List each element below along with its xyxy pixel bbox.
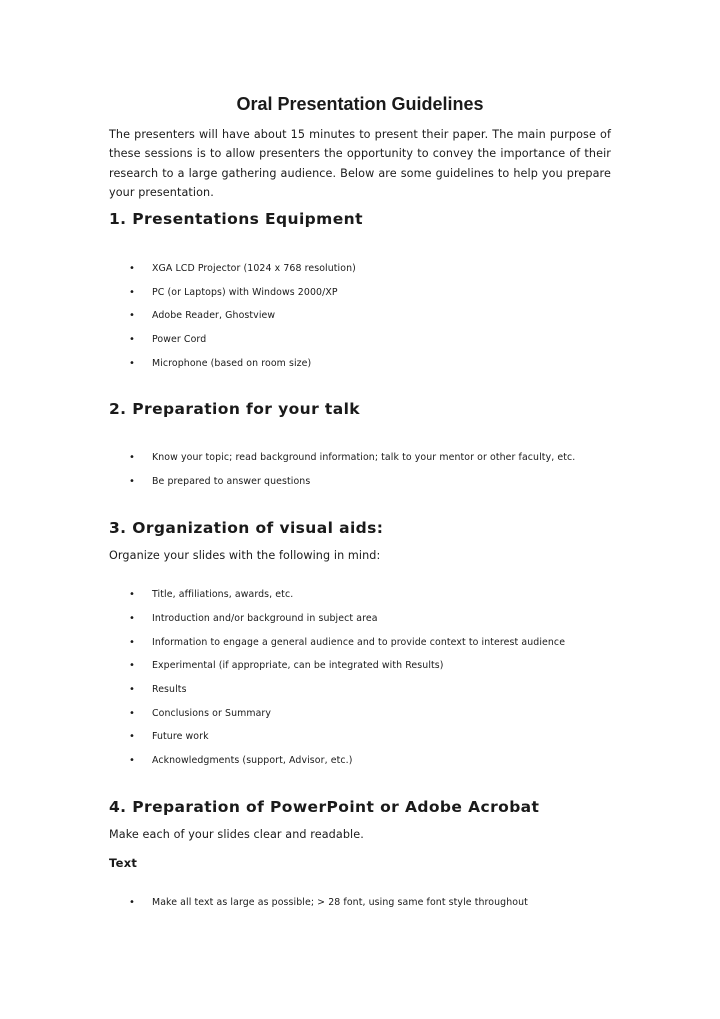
section-heading-visual-aids: 3. Organization of visual aids: bbox=[109, 519, 384, 537]
intro-paragraph: The presenters will have about 15 minutes to present their paper. The main purpose of these sessions is to allow presenters the opportunity to convey the importance of their research to a large gathering audience. Below are some guidelines to help you prepare your presentation. bbox=[109, 128, 611, 199]
section-heading-equipment: 1. Presentations Equipment bbox=[109, 210, 363, 228]
bullet-icon: • bbox=[129, 287, 135, 298]
bullet-icon: • bbox=[129, 310, 135, 321]
bullet-icon: • bbox=[129, 637, 135, 648]
document-page: Oral Presentation Guidelines The presenters will have about 15 minutes to present their paper. The main purpose of these sessions is to allow presenters the opportunity to convey the importance of their research to a large gathering audience. Below are some guidelines to help you prepare your presentation. 1. Presentations Equipment • XGA LCD Projector (1024 x 768 resolution) • PC (or Laptops) with Windows 2000/XP • Adobe Reader, Ghostview • Power Cord • Microphone (based on room size) 2. Preparation for your talk • Know your topic; read background information; talk to your mentor or other faculty, etc. • Be prepared to answer questions 3. Organization of visual aids: Organize your slides with the following in mind: • Title, affiliations, awards, etc. • Introduction and/or background in subject area • Information to engage a general audience and to provide context to interest audience • Experimental (if appropriate, can be integrated with Results) • Results • Conclusions or Summary • Future work • Acknowledgments (support, Advisor, etc.) 4. Preparation of PowerPoint or Adobe Acrobat Make each of your slides clear and readable. Text • Make all text as large as possible; > 28 font, using same font style throughout bbox=[0, 0, 720, 1019]
bullet-icon: • bbox=[129, 613, 135, 624]
bullet-icon: • bbox=[129, 731, 135, 742]
bullet-icon: • bbox=[129, 334, 135, 345]
bullet-icon: • bbox=[129, 589, 135, 600]
page-title: Oral Presentation Guidelines bbox=[236, 94, 484, 114]
bullet-icon: • bbox=[129, 897, 135, 908]
visual-aids-lead: Organize your slides with the following in mind: bbox=[109, 549, 381, 562]
bullet-icon: • bbox=[129, 684, 135, 695]
section-heading-powerpoint: 4. Preparation of PowerPoint or Adobe Acrobat bbox=[109, 798, 540, 816]
text-subheading: Text bbox=[109, 856, 138, 870]
bullet-icon: • bbox=[129, 708, 135, 719]
bullet-icon: • bbox=[129, 755, 135, 766]
bullet-icon: • bbox=[129, 452, 135, 463]
bullet-icon: • bbox=[129, 476, 135, 487]
powerpoint-lead: Make each of your slides clear and readable. bbox=[109, 828, 364, 841]
section-heading-preparation: 2. Preparation for your talk bbox=[109, 400, 360, 418]
bullet-icon: • bbox=[129, 263, 135, 274]
bullet-icon: • bbox=[129, 358, 135, 369]
bullet-icon: • bbox=[129, 660, 135, 671]
